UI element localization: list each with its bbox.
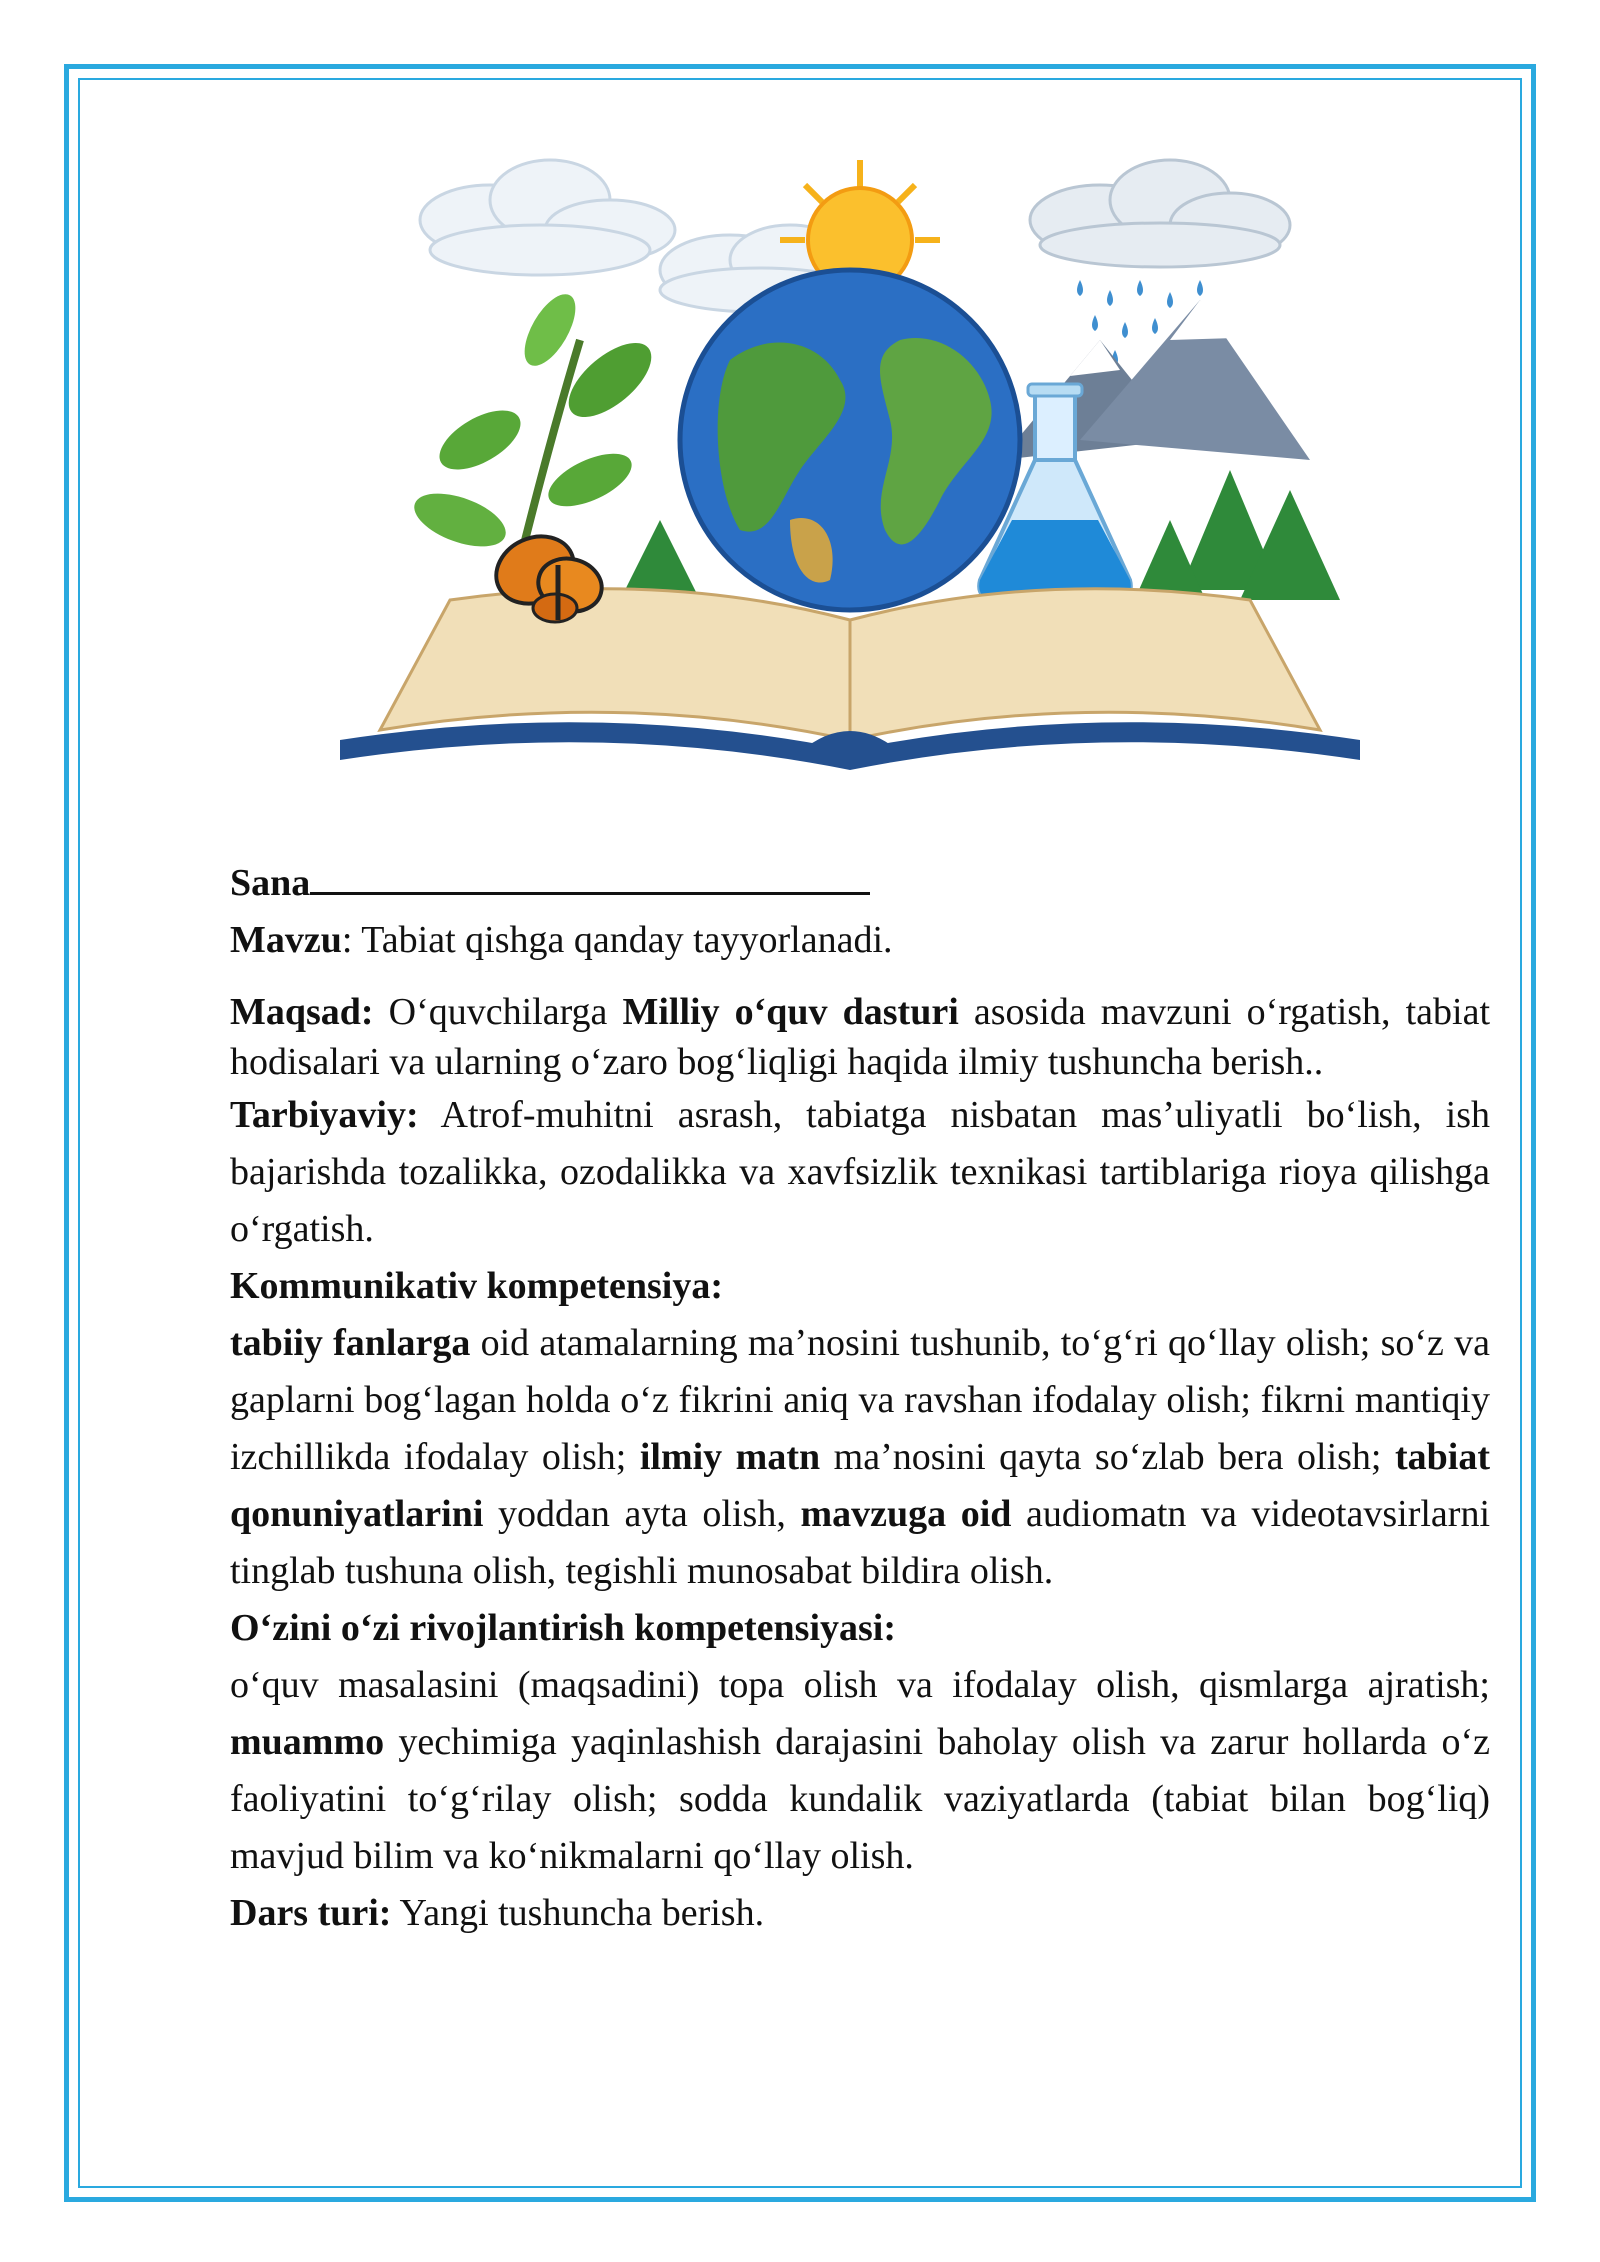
- kommunikativ-bold-2: ilmiy matn: [639, 1436, 821, 1478]
- open-book-icon: [340, 589, 1360, 770]
- cloud-left-icon: [420, 160, 675, 275]
- sana-label: Sana: [230, 862, 311, 904]
- maqsad-bold-1: Milliy o‘quv dasturi: [622, 991, 959, 1033]
- kommunikativ-heading: Kommunikativ kompetensiya:: [230, 1265, 723, 1307]
- nature-book-illustration: [300, 140, 1400, 820]
- kommunikativ-bold-4: mavzuga oid: [800, 1493, 1012, 1535]
- sana-line: [230, 855, 1490, 912]
- mavzu-paragraph: [230, 912, 1490, 969]
- maqsad-text-2: asosida mavzuni o‘rgatish, tabiat hodisalari va ularning o‘zaro bog‘liqligi haqida ilmiy tushuncha berish..: [230, 991, 1491, 1083]
- kommunikativ-bold-1: tabiiy fanlarga: [230, 1322, 471, 1364]
- rivojlantirish-text-2: yechimiga yaqinlashish darajasini baholay olish va zarur hollarda o‘z faoliyatini to‘g‘rilay olish; sodda kundalik vaziyatlarda (tabiat bilan bog‘liq) mavjud bilim va ko‘nikmalarni qo‘llay olish.: [230, 1721, 1490, 1877]
- maqsad-text-1: O‘quvchilarga: [373, 991, 623, 1033]
- tarbiyaviy-text: Atrof-muhitni asrash, tabiatga nisbatan mas’uliyatli bo‘lish, ish bajarishda tozalikka, ozodalikka va xavfsizlik texnikasi tartiblariga rioya qilishga o‘rgatish.: [230, 1094, 1490, 1250]
- rivojlantirish-text-1: o‘quv masalasini (maqsadini) topa olish va ifodalay olish, qismlarga ajratish;: [230, 1664, 1490, 1706]
- dars-turi-paragraph: [230, 1885, 1490, 1942]
- maqsad-label: Maqsad:: [230, 991, 374, 1033]
- kommunikativ-bold-3: tabiat qonuniyatlarini: [230, 1436, 1490, 1535]
- date-blank[interactable]: [310, 858, 870, 895]
- tarbiyaviy-label: Tarbiyaviy:: [230, 1094, 419, 1136]
- lesson-plan-content: [230, 855, 1490, 1942]
- mavzu-text: : Tabiat qishga qanday tayyorlanadi.: [341, 919, 893, 961]
- tarbiyaviy-paragraph: [230, 1087, 1490, 1258]
- rain-cloud-icon: [1030, 160, 1290, 267]
- kommunikativ-text-1: oid atamalarning ma’nosini tushunib, to‘g‘ri qo‘llay olish; so‘z va gaplarni bog‘lagan holda o‘z fikrini aniq va ravshan ifodalay olish; fikrni mantiqiy izchillikda ifodalay olish;: [230, 1322, 1490, 1478]
- rivojlantirish-heading: O‘zini o‘zi rivojlantirish kompetensiyasi:: [230, 1607, 897, 1649]
- rivojlantirish-bold-1: muammo: [230, 1721, 385, 1763]
- kommunikativ-paragraph: [230, 1315, 1490, 1600]
- kommunikativ-text-4: audiomatn va videotavsirlarni tinglab tushuna olish, tegishli munosabat bildira olish.: [230, 1493, 1490, 1592]
- dars-turi-label: Dars turi:: [230, 1892, 392, 1934]
- mavzu-label: Mavzu: [230, 919, 342, 961]
- rivojlantirish-paragraph: [230, 1657, 1490, 1885]
- kommunikativ-text-3: yoddan ayta olish,: [483, 1493, 801, 1535]
- kommunikativ-text-2: ma’nosini qayta so‘zlab bera olish;: [820, 1436, 1395, 1478]
- globe-icon: [680, 270, 1020, 610]
- maqsad-paragraph: [230, 987, 1490, 1087]
- dars-turi-text: Yangi tushuncha berish.: [391, 1892, 765, 1934]
